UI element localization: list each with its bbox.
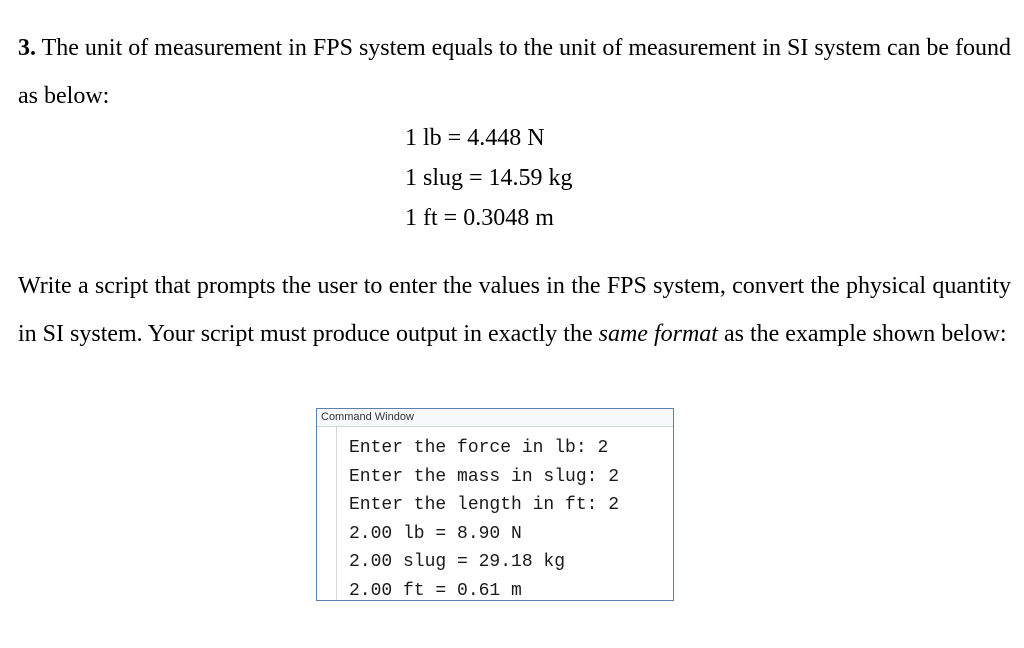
command-window-output (336, 426, 673, 600)
question-intro (18, 24, 1011, 120)
command-window (316, 408, 674, 601)
task-text-before: Write a script that prompts the user to enter the values in the FPS system, convert the physical quantity in SI system. Your script must produce output in exactly the (18, 273, 1011, 347)
command-line-force-prompt: Enter the force in lb: 2 (349, 438, 609, 458)
command-line-mass-prompt: Enter the mass in slug: 2 (349, 466, 620, 487)
question-intro-text: The unit of measurement in FPS system equals to the unit of measurement in SI system can be found as below: (18, 35, 1011, 109)
equation-slug-to-kg: 1 slug = 14.59 kg (405, 165, 573, 191)
conversion-equations (405, 118, 573, 238)
command-line-length-prompt: Enter the length in ft: 2 (349, 495, 620, 516)
task-text-after: as the example shown below: (723, 321, 1007, 347)
question-number: 3. (18, 35, 36, 61)
equation-lb-to-n: 1 lb = 4.448 N (405, 125, 545, 151)
equation-ft-to-m: 1 ft = 0.3048 m (405, 205, 554, 231)
command-line-mass-result: 2.00 slug = 29.18 kg (349, 552, 566, 573)
task-emphasis: same format (598, 321, 718, 347)
task-description (18, 262, 1011, 358)
command-line-length-result: 2.00 ft = 0.61 m (349, 580, 522, 601)
command-window-title: Command Window (317, 409, 673, 427)
command-line-force-result: 2.00 lb = 8.90 N (349, 523, 522, 544)
